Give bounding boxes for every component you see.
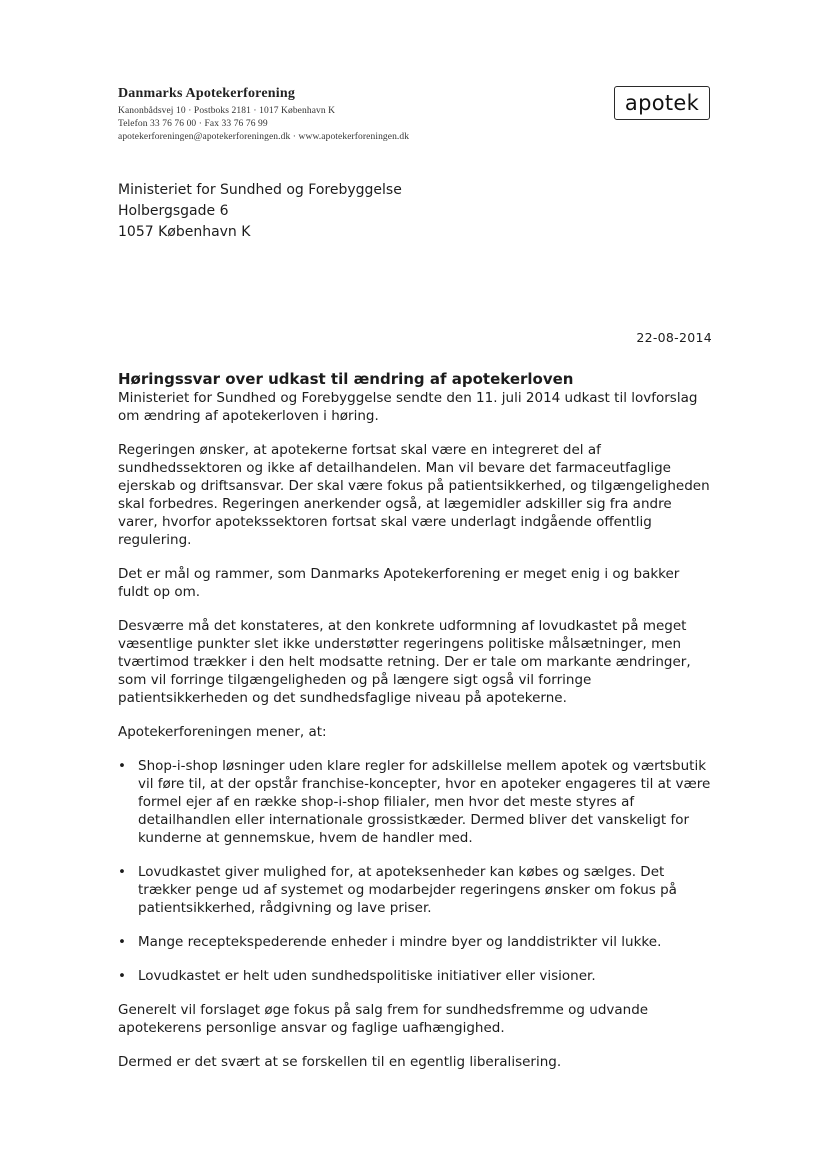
paragraph-opinion-lead: Apotekerforeningen mener, at:	[118, 724, 327, 740]
list-item-text: Lovudkastet er helt uden sundhedspolitiske initiativer eller visioner.	[138, 968, 596, 984]
list-item	[118, 967, 712, 985]
list-item-text: Lovudkastet giver mulighed for, at apoteksenheder kan købes og sælges. Det trækker penge ud af systemet og modarbejder regeringens ønsker om fokus på patientsikkerhed, rådgivning og lave priser.	[138, 864, 677, 916]
opinion-list	[118, 757, 712, 985]
organization-address: Kanonbådsvej 10 · Postboks 2181 · 1017 København K	[118, 106, 336, 116]
paragraph-conclusion: Dermed er det svært at se forskellen til en egentlig liberalisering.	[118, 1054, 562, 1070]
list-item	[118, 863, 712, 917]
letter-subject: Høringssvar over udkast til ændring af apotekerloven	[118, 370, 574, 388]
recipient-street: Holbergsgade 6	[118, 203, 229, 219]
paragraph-intro: Ministeriet for Sundhed og Forebyggelse sendte den 11. juli 2014 udkast til lovforslag om ændring af apotekerloven i høring.	[118, 390, 698, 424]
paragraph-general: Generelt vil forslaget øge fokus på salg frem for sundhedsfremme og udvande apotekerens personlige ansvar og faglige uafhængighed.	[118, 1002, 649, 1036]
paragraph-concern: Desværre må det konstateres, at den konkrete udformning af lovudkastet på meget væsentlige punkter slet ikke understøtter regeringens politiske målsætninger, men tværtimod trækker i den helt modsatte retning. Der er tale om markante ændringer, som vil forringe tilgængeligheden og på længere sigt også vil forringe patientsikkerheden og det sundhedsfaglige niveau på apotekerne.	[118, 618, 691, 706]
list-item-text: Shop-i-shop løsninger uden klare regler for adskillelse mellem apotek og værtsbutik vil føre til, at der opstår franchise-koncepter, hvor en apoteker engageres til at være formel ejer af en række shop-i-shop filialer, men hvor det meste styres af detailhandlen eller internationale grossistkæder. Dermed bliver det vanskeligt for kunderne at gennemskue, hvem de handler med.	[138, 758, 711, 846]
bullet-marker: •	[118, 934, 126, 950]
letter-date: 22-08-2014	[636, 330, 712, 345]
recipient-name: Ministeriet for Sundhed og Forebyggelse	[118, 182, 402, 198]
bullet-marker: •	[118, 968, 126, 984]
paragraph-government-goals: Regeringen ønsker, at apotekerne fortsat skal være en integreret del af sundhedssektoren og ikke af detailhandelen. Man vil bevare det farmaceutfaglige ejerskab og driftsansvar. Der skal være fokus på patientsikkerhed, og tilgængeligheden skal forbedres. Regeringen anerkender også, at lægemidler adskiller sig fra andre varer, hvorfor apotekssektoren fortsat skal være underlagt indgående offentlig regulering.	[118, 442, 710, 548]
list-item-text: Mange receptekspederende enheder i mindre byer og landdistrikter vil lukke.	[138, 934, 662, 950]
paragraph-agreement: Det er mål og rammer, som Danmarks Apotekerforening er meget enig i og bakker fuldt op om.	[118, 566, 680, 600]
list-item	[118, 933, 712, 951]
bullet-marker: •	[118, 758, 126, 774]
logo-text: apotek	[624, 91, 700, 115]
organization-phone: Telefon 33 76 76 00 · Fax 33 76 76 99	[118, 119, 268, 129]
bullet-marker: •	[118, 864, 126, 880]
apotek-logo	[614, 86, 710, 120]
recipient-city: 1057 København K	[118, 224, 251, 240]
recipient-address	[118, 180, 402, 243]
list-item	[118, 757, 712, 847]
letter-body	[118, 370, 712, 1087]
organization-name: Danmarks Apotekerforening	[118, 86, 296, 101]
letterhead	[118, 86, 538, 144]
organization-contact: apotekerforeningen@apotekerforeningen.dk · www.apotekerforeningen.dk	[118, 132, 410, 142]
